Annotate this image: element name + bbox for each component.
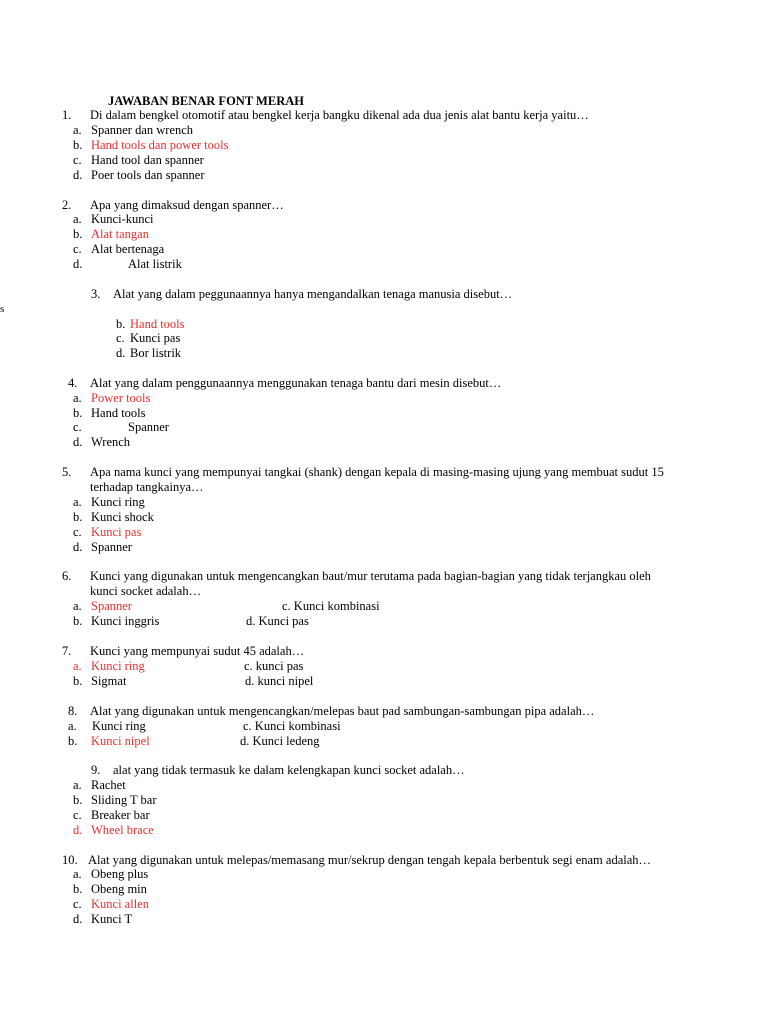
q6-option-b-label: b.: [73, 614, 83, 628]
q1-option-b-label: b.: [73, 138, 83, 152]
q3-option-b-correct: Hand tools: [130, 317, 185, 331]
q1-option-c-label: c.: [73, 153, 82, 167]
q5-option-a: Kunci ring: [91, 495, 145, 509]
q10-option-d: Kunci T: [91, 912, 133, 926]
q3-option-c: Kunci pas: [130, 331, 181, 345]
question-7-number: 7.: [62, 644, 72, 658]
q8-option-c: c. Kunci kombinasi: [243, 719, 341, 733]
q9-option-d-correct: Wheel brace: [91, 823, 154, 837]
q3-option-d-label: d.: [116, 346, 126, 360]
q1-option-a-label: a.: [73, 123, 82, 137]
q10-option-d-label: d.: [73, 912, 83, 926]
q9-option-a: Rachet: [91, 778, 126, 792]
q8-option-b-correct: Kunci nipel: [91, 734, 150, 748]
question-1-text: Di dalam bengkel otomotif atau bengkel kerja bangku dikenal ada dua jenis alat bantu kerja yaitu…: [90, 108, 589, 122]
question-9-number: 9.: [91, 763, 101, 777]
q4-option-b-label: b.: [73, 406, 83, 420]
q8-option-d: d. Kunci ledeng: [240, 734, 320, 748]
question-9-text: alat yang tidak termasuk ke dalam kelengkapan kunci socket adalah…: [113, 763, 465, 777]
q9-option-c: Breaker bar: [91, 808, 150, 822]
q9-option-c-label: c.: [73, 808, 82, 822]
q7-option-c: c. kunci pas: [244, 659, 304, 673]
q8-option-a: Kunci ring: [92, 719, 146, 733]
q4-option-c-label: c.: [73, 420, 82, 434]
question-10-number: 10.: [62, 853, 78, 867]
q4-option-a-correct: Power tools: [91, 391, 151, 405]
question-6-text-line-2: kunci socket adalah…: [90, 584, 202, 598]
q1-option-c: Hand tool dan spanner: [91, 153, 204, 167]
question-2-text: Apa yang dimaksud dengan spanner…: [90, 198, 284, 212]
q6-option-b: Kunci inggris: [91, 614, 160, 628]
page-title: JAWABAN BENAR FONT MERAH: [108, 94, 304, 108]
q6-option-c: c. Kunci kombinasi: [282, 599, 380, 613]
q5-option-c-correct: Kunci pas: [91, 525, 142, 539]
q4-option-d-label: d.: [73, 435, 83, 449]
question-3-number: 3.: [91, 287, 101, 301]
q3-option-d: Bor listrik: [130, 346, 182, 360]
q7-option-d: d. kunci nipel: [245, 674, 314, 688]
question-10-text: Alat yang digunakan untuk melepas/memasang mur/sekrup dengan tengah kepala berbentuk segi enam adalah…: [88, 853, 652, 867]
q7-option-b-label: b.: [73, 674, 83, 688]
q7-option-b: Sigmat: [91, 674, 127, 688]
q5-option-a-label: a.: [73, 495, 82, 509]
q1-option-d: Poer tools dan spanner: [91, 168, 205, 182]
q10-option-c-correct: Kunci allen: [91, 897, 149, 911]
q1-option-d-label: d.: [73, 168, 83, 182]
q6-option-a-correct: Spanner: [91, 599, 132, 613]
q10-option-b: Obeng min: [91, 882, 147, 896]
q2-option-c: Alat bertenaga: [91, 242, 165, 256]
q10-option-c-label: c.: [73, 897, 82, 911]
q5-option-c-label: c.: [73, 525, 82, 539]
question-8-number: 8.: [68, 704, 78, 718]
q4-option-d: Wrench: [91, 435, 131, 449]
q10-option-b-label: b.: [73, 882, 83, 896]
q4-option-a-label: a.: [73, 391, 82, 405]
q4-option-b: Hand tools: [91, 406, 146, 420]
q5-option-b: Kunci shock: [91, 510, 154, 524]
q1-option-a: Spanner dan wrench: [91, 123, 194, 137]
q8-option-b-label: b.: [68, 734, 78, 748]
q5-option-b-label: b.: [73, 510, 83, 524]
q3-option-c-label: c.: [116, 331, 125, 345]
question-5-number: 5.: [62, 465, 72, 479]
question-6-number: 6.: [62, 569, 72, 583]
q2-option-b-label: b.: [73, 227, 83, 241]
edge-mark: s: [0, 303, 5, 315]
q2-option-d: Alat listrik: [128, 257, 182, 271]
q2-option-b-correct: Alat tangan: [91, 227, 149, 241]
question-2-number: 2.: [62, 198, 72, 212]
q6-option-a-label: a.: [73, 599, 82, 613]
q9-option-b: Sliding T bar: [91, 793, 157, 807]
question-1-number: 1.: [62, 108, 72, 122]
question-5-text-line-2: terhadap tangkainya…: [90, 480, 204, 494]
question-5-text-line-1: Apa nama kunci yang mempunyai tangkai (shank) dengan kepala di masing-masing ujung yang membuat sudut 15: [90, 465, 664, 479]
question-6-text-line-1: Kunci yang digunakan untuk mengencangkan baut/mur terutama pada bagian-bagian yang tidak terjangkau oleh: [90, 569, 651, 583]
q7-option-a-label: a.: [73, 659, 82, 673]
question-4-text: Alat yang dalam penggunaannya menggunakan tenaga bantu dari mesin disebut…: [90, 376, 502, 390]
q7-option-a-correct: Kunci ring: [91, 659, 145, 673]
question-3-text: Alat yang dalam peggunaannya hanya mengandalkan tenaga manusia disebut…: [113, 287, 513, 301]
q3-option-b-label: b.: [116, 317, 126, 331]
q9-option-b-label: b.: [73, 793, 83, 807]
question-8-text: Alat yang digunakan untuk mengencangkan/melepas baut pad sambungan-sambungan pipa adalah…: [90, 704, 595, 718]
q2-option-c-label: c.: [73, 242, 82, 256]
q9-option-d-label: d.: [73, 823, 83, 837]
q9-option-a-label: a.: [73, 778, 82, 792]
q6-option-d: d. Kunci pas: [246, 614, 309, 628]
q5-option-d-label: d.: [73, 540, 83, 554]
q5-option-d: Spanner: [91, 540, 132, 554]
q10-option-a: Obeng plus: [91, 867, 149, 881]
question-4-number: 4.: [68, 376, 78, 390]
q2-option-a-label: a.: [73, 212, 82, 226]
q2-option-d-label: d.: [73, 257, 83, 271]
q2-option-a: Kunci-kunci: [91, 212, 154, 226]
question-7-text: Kunci yang mempunyai sudut 45 adalah…: [90, 644, 305, 658]
q4-option-c: Spanner: [128, 420, 169, 434]
q8-option-a-label: a.: [68, 719, 77, 733]
q10-option-a-label: a.: [73, 867, 82, 881]
q1-option-b-correct: Hand tools dan power tools: [91, 138, 229, 152]
